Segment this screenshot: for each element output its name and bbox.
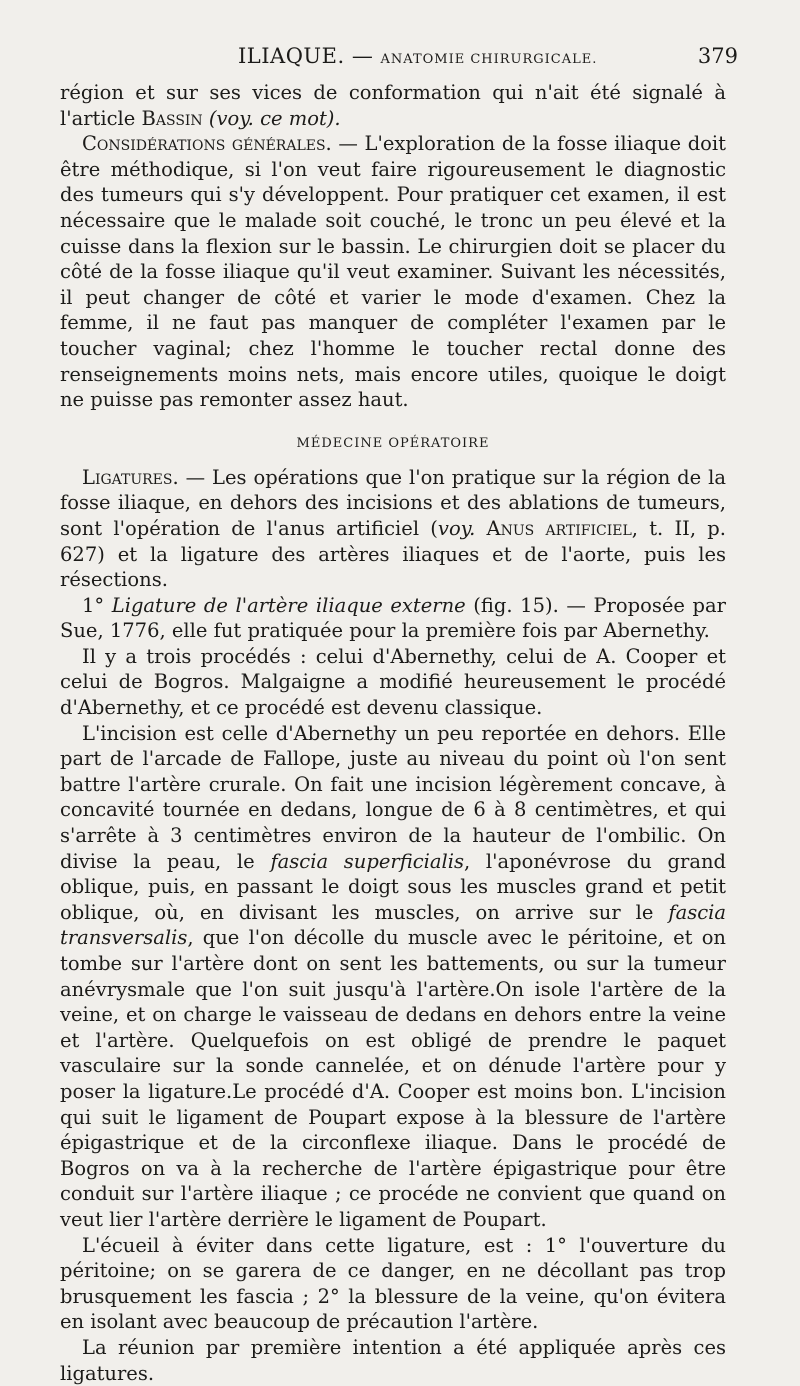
paragraph-procedes: Il y a trois procédés : celui d'Abernethy, celui de A. Cooper et celui de Bogros. Malgaigne a modifié heureusement le procédé d'Abernethy, et ce procédé est devenu classique. xyxy=(60,644,726,720)
paragraph-text: L'incision est celle d'Abernethy un peu reportée en dehors. Elle part de l'arcade de Fallope, juste au niveau du point où l'on sent battre l'artère crurale. On fait une incision légèrement concave, à concavité tournée en dedans, longue de 6 à 8 centimètres, et qui s'arrête à 3 centimètres environ de la hauteur de l'ombilic. On divise la peau, le xyxy=(60,721,726,873)
paragraph-bassin xyxy=(60,80,726,131)
cross-reference: Bassin xyxy=(141,106,203,130)
paragraph-text: , l'aponévrose du grand oblique, puis, en passant le doigt sous les muscles grand et petit oblique, où, en divisant les muscles, on arrive sur le xyxy=(60,849,726,924)
paragraph-lead: Ligatures. xyxy=(82,465,179,489)
paragraph-text: région et sur ses vices de conformation qui n'ait été signalé à l'article xyxy=(60,81,726,130)
paragraph-lead: Considérations générales. xyxy=(82,132,332,156)
header-title-word: ILIAQUE. xyxy=(238,44,345,68)
text-body xyxy=(60,80,726,1386)
paragraph-text: , t. II, p. 627) et la ligature des artères iliaques et de l'aorte, puis les résections. xyxy=(60,516,726,592)
paragraph-text: — Les opérations que l'on pratique sur la région de la fosse iliaque, en dehors des incisions et des ablations de tumeurs, sont l'opération de l'anus artificiel ( xyxy=(60,465,726,540)
paragraph-ecueil: L'écueil à éviter dans cette ligature, est : 1° l'ouverture du péritoine; on se garera de ce danger, en ne décollant pas trop brusquement les fascia ; 2° la blessure de la veine, qu'on évitera en isolant avec beaucoup de précaution l'artère. xyxy=(60,1233,726,1334)
header-subtitle: ANATOMIE CHIRURGICALE. xyxy=(380,52,598,67)
paragraph-text: — L'exploration de la fosse iliaque doit être méthodique, si l'on veut faire rigoureusement le diagnostic des tumeurs qui s'y développent. Pour pratiquer cet examen, il est nécessaire que le malade soit couché, le tronc un peu élevé et la cuisse dans la flexion sur le bassin. Le chirurgien doit se placer du côté de la fosse iliaque qu'il veut examiner. Suivant les nécessités, il peut changer de côté et varier le mode d'examen. Chez la femme, il ne faut pas manquer de compléter l'examen par le toucher vaginal; chez l'homme le toucher rectal donne des renseignements moins nets, mais encore utiles, quoique le doigt ne puisse pas remonter assez haut. xyxy=(60,132,726,412)
cross-reference-note: (voy. ce mot). xyxy=(208,106,341,130)
paragraph-reunion: La réunion par première intention a été appliquée après ces ligatures. xyxy=(60,1335,726,1385)
paragraph-text: , que l'on décolle du muscle avec le péritoine, et on tombe sur l'artère dont on sent les battements, ou sur la tumeur anévrysmale que l'on suit jusqu'à l'artère.On isole l'artère de la veine, et on charge le vaisseau de dedans en dehors entre la veine et l'artère. Quelquefois on est obligé de prendre le paquet vasculaire sur la sonde cannelée, et on dénude l'artère pour y poser la ligature.Le procédé d'A. Cooper est moins bon. L'incision qui suit le ligament de Poupart expose à la blessure de l'artère épigastrique et de la circonflexe iliaque. Dans le procédé de Bogros on va à la recherche de l'artère épigastrique pour être conduit sur l'artère iliaque ; ce procéde ne convient que quand on veut lier l'artère derrière le ligament de Poupart. xyxy=(60,926,726,1231)
item-number: 1° xyxy=(82,593,105,617)
voy-italic: voy. xyxy=(437,516,476,540)
header-title xyxy=(238,44,597,68)
cross-reference: Anus artificiel xyxy=(475,516,632,540)
paragraph-text: (fig. 15). — Proposée par Sue, 1776, elle fut pratiquée pour la première fois par Abernethy. xyxy=(60,593,726,643)
header-dash: — xyxy=(351,44,374,68)
italic-term: fascia transversalis xyxy=(60,900,726,950)
running-header xyxy=(60,44,740,74)
italic-term: fascia superficialis xyxy=(270,849,464,873)
paragraph-ligature-iliaque xyxy=(60,593,726,644)
paragraph-incision xyxy=(60,721,726,1233)
page-number: 379 xyxy=(697,44,738,68)
paragraph-ligatures xyxy=(60,465,726,593)
section-heading: MÉDECINE OPÉRATOIRE xyxy=(296,435,490,451)
subsection-title: Ligature de l'artère iliaque externe xyxy=(111,593,466,617)
paragraph-considerations xyxy=(60,131,726,413)
